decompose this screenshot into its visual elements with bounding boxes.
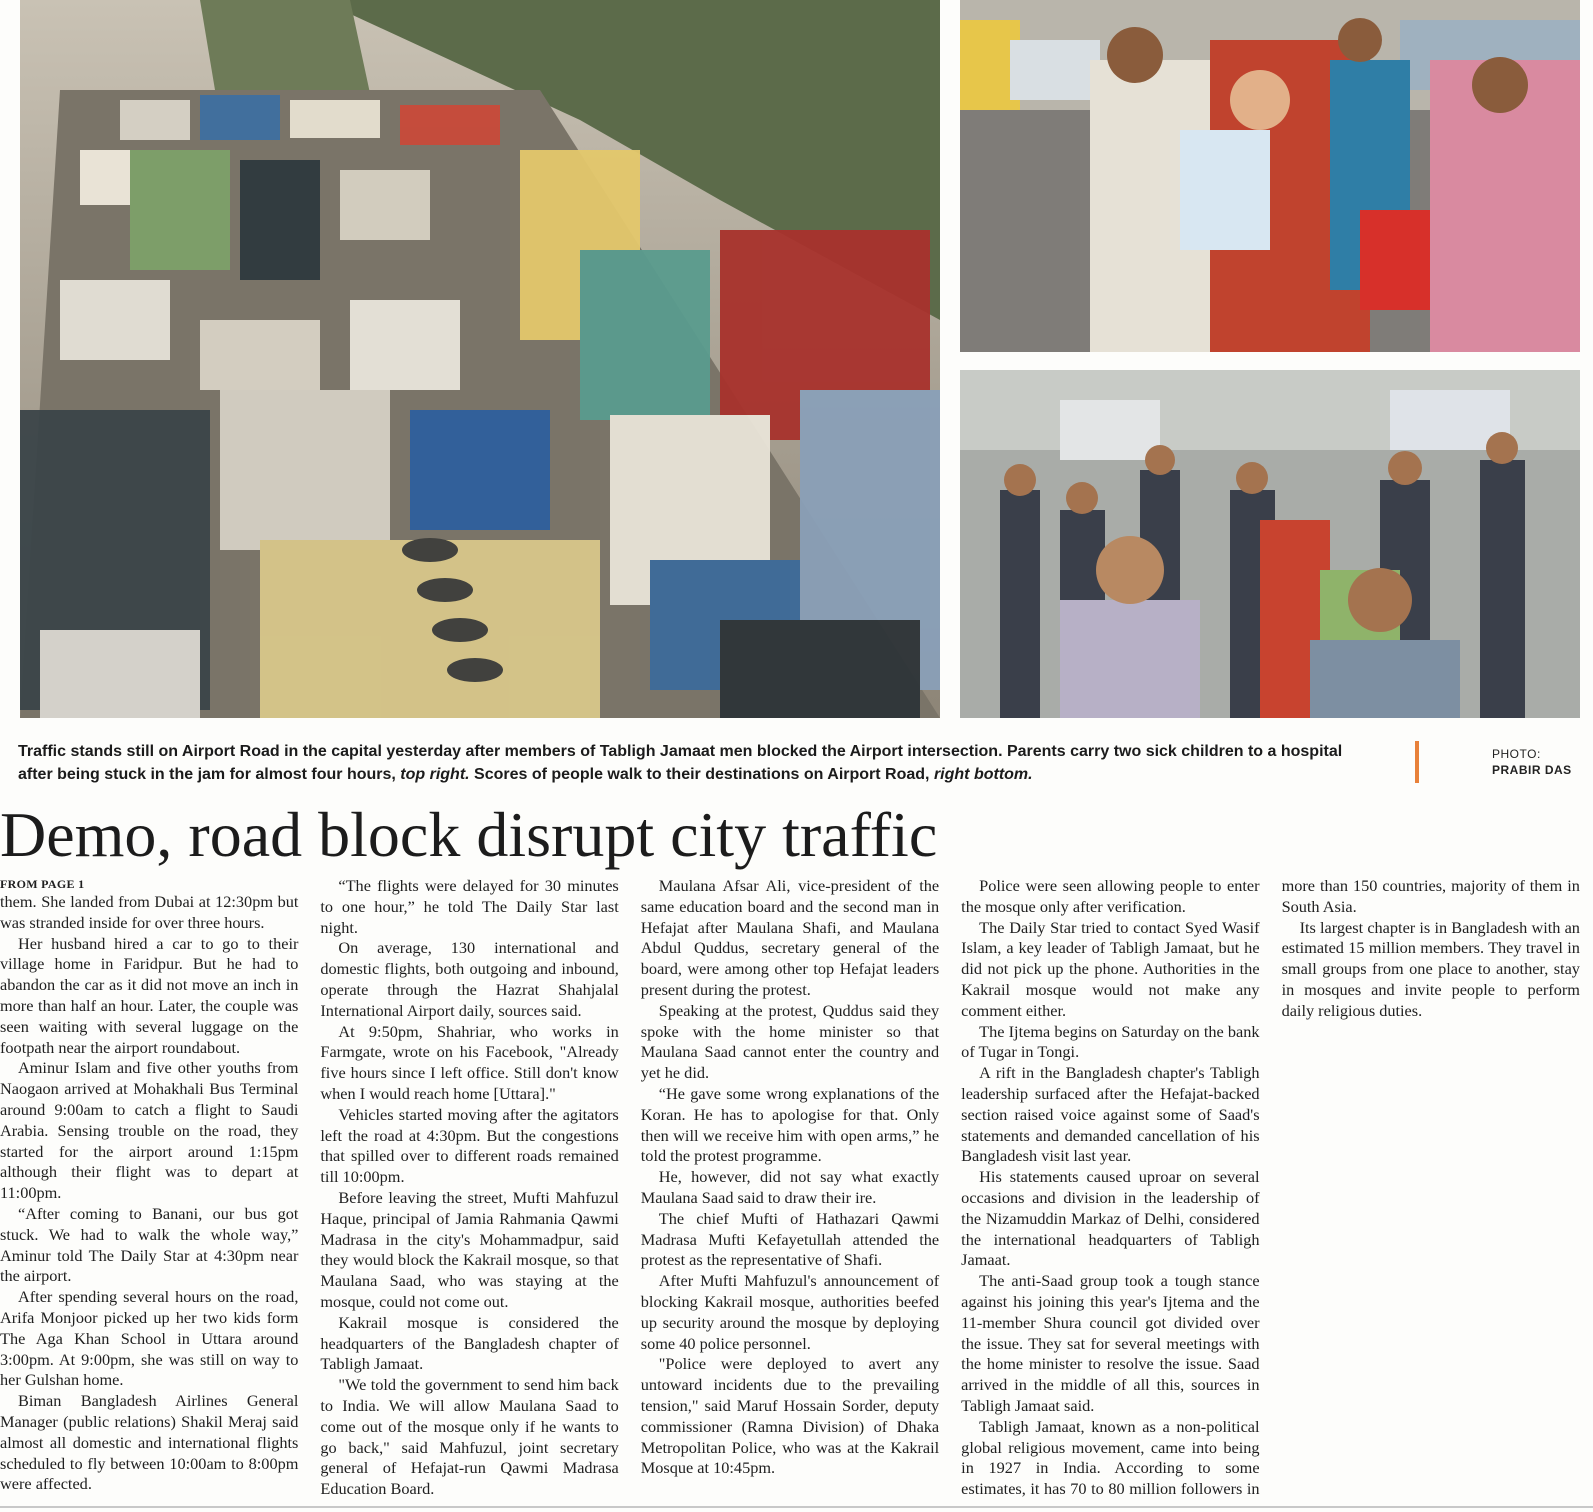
article-paragraph: The anti-Saad group took a tough stance against his joining this year's Ijtema and the 11-member Shura council got divided over the issue. They sat for several meetings with the home minister to resolve the issue. Saad arrived in the middle of all this, sources in Tabligh Jamaat said. — [961, 1271, 1260, 1415]
article-paragraph: “He gave some wrong explanations of the Koran. He has to apologise for that. Only then will we receive him with open arms,” he told the protest programme. — [640, 1083, 940, 1166]
traffic-jam-photo — [20, 0, 940, 718]
article-paragraph: Police were seen allowing people to enter the mosque only after verification. — [961, 876, 1260, 916]
article-paragraph: After spending several hours on the road, Arifa Monjoor picked up her two kids form The Aga Khan School in Uttara around 3:00pm. At 9:00pm, she was still on way to her Gulshan home. — [0, 1287, 299, 1390]
article-paragraph: them. She landed from Dubai at 12:30pm but was stranded inside for over three hours. — [0, 892, 299, 932]
article-paragraph: His statements caused uproar on several occasions and division in the leadership of the Nizamuddin Markaz of Delhi, considered the international headquarters of Tabligh Jamaat. — [961, 1167, 1260, 1270]
article-paragraph: Her husband hired a car to go to their village home in Faridpur. But he had to abandon the car as it did not move an inch in more than half an hour. Later, the couple was seen waiting with several luggage on the footpath near the airport roundabout. — [0, 933, 299, 1057]
article-paragraph: At 9:50pm, Shahriar, who works in Farmgate, wrote on his Facebook, "Already five hours since I left office. Still don't know when I would reach home [Uttara]." — [320, 1021, 619, 1103]
article-paragraph: Before leaving the street, Mufti Mahfuzul Haque, principal of Jamia Rahmania Qawmi Madrasa in the city's Mohammadpur, said they would block the Kakrail mosque, so that Maulana Saad, who was staying at the mosque, could not come out. — [320, 1187, 619, 1311]
article-paragraph: Maulana Afsar Ali, vice-president of the same education board and the second man in Hefajat after Maulana Shafi, and Maulana Abdul Quddus, secretary general of the board, were among other top Hefajat leaders present during the protest. — [640, 876, 940, 999]
walkers-illustration — [960, 370, 1580, 718]
caption-text-1: Traffic stands still on Airport Road in the capital yesterday after members of Tabligh Jamaat men blocked the Airport intersection. Parents carry two sick children to a hospital after being stuck in the jam for almost four hours, — [18, 743, 1343, 783]
parents-carrying-children-photo — [960, 0, 1580, 352]
caption-emphasis-2: right bottom. — [933, 766, 1033, 783]
article-paragraph: On average, 130 international and domestic flights, both outgoing and inbound, operate through the Hazrat Shahjalal International Airport daily, sources said. — [320, 938, 619, 1020]
continuation-label: FROM PAGE 1 — [0, 877, 85, 891]
article-paragraph: Vehicles started moving after the agitators left the road at 4:30pm. But the congestions that spilled over to different roads remained till 10:00pm. — [320, 1104, 619, 1187]
article-paragraph: He, however, did not say what exactly Maulana Saad said to draw their ire. — [640, 1167, 940, 1207]
article-paragraph: "Police were deployed to avert any untoward incidents due to the prevailing tension," said Maruf Hossain Sorder, deputy commissioner (Ramna Division) of Dhaka Metropolitan Police, who was at the Kakrail Mosque at 10:45pm. — [640, 1354, 940, 1478]
article-paragraph: Kakrail mosque is considered the headquarters of the Bangladesh chapter of Tabligh Jamaat. — [320, 1312, 619, 1374]
article-paragraph: “The flights were delayed for 30 minutes to one hour,” he told The Daily Star last night. — [320, 876, 619, 937]
article-paragraph: The chief Mufti of Hathazari Qawmi Madrasa Mufti Kefayetullah attended the protest as the representative of Shafi. — [640, 1208, 940, 1270]
caption-emphasis-1: top right. — [400, 766, 470, 783]
traffic-jam-illustration — [20, 0, 940, 718]
photo-caption — [18, 740, 1378, 786]
article-paragraph: Biman Bangladesh Airlines General Manager (public relations) Shakil Meraj said almost all domestic and international flights scheduled to fly between 10:00am to 8:00pm were affected. — [0, 1391, 299, 1494]
article-paragraph: Aminur Islam and five other youths from Naogaon arrived at Mohakhali Bus Terminal around 9:00am to catch a flight to Saudi Arabia. Sensing trouble on the road, they started for the airport around 1:15pm although their flight was to depart at 11:00pm. — [0, 1058, 299, 1203]
article-paragraph: “After coming to Banani, our bus got stuck. We had to walk the whole way,” Aminur told The Daily Star at 4:30pm near the airport. — [0, 1203, 299, 1286]
caption-accent-rule — [1415, 741, 1419, 783]
article-paragraph: Its largest chapter is in Bangladesh with an estimated 15 million members. They travel in small groups from one place to another, stay in mosques and invite people to perform daily religious duties. — [1281, 917, 1580, 1020]
article-paragraph: The Ijtema begins on Saturday on the bank of Tugar in Tongi. — [961, 1021, 1260, 1062]
page-bottom-rule — [0, 1506, 1593, 1508]
article-paragraph: The Daily Star tried to contact Syed Wasif Islam, a key leader of Tabligh Jamaat, but he did not pick up the phone. Authorities in the Kakrail mosque would not make any comment either. — [961, 917, 1260, 1020]
article-body — [0, 876, 1580, 1504]
people-walking-photo — [960, 370, 1580, 718]
photo-credit-label: PHOTO: — [1492, 747, 1541, 761]
parents-illustration — [960, 0, 1580, 352]
caption-text-2: Scores of people walk to their destinations on Airport Road, — [469, 766, 934, 783]
photo-credit — [1492, 746, 1572, 778]
article-paragraph: After Mufti Mahfuzul's announcement of blocking Kakrail mosque, authorities beefed up security around the mosque by deploying some 40 police personnel. — [640, 1271, 940, 1353]
photographer-name: PRABIR DAS — [1492, 763, 1572, 777]
article-paragraph: A rift in the Bangladesh chapter's Tabligh leadership surfaced after the Hefajat-backed section raised voice against some of Saad's statements and demanded cancellation of his Bangladesh visit last year. — [961, 1063, 1260, 1166]
article-headline: Demo, road block disrupt city traffic — [0, 799, 938, 870]
article-paragraph: Tabligh Jamaat, known as a non-political global religious movement, came into being in 1927 in India. According to some estimates, it has 70 to 80 million followers in more than 150 countries, majority of them in South Asia. — [961, 876, 1580, 1499]
article-paragraph: "We told the government to send him back to India. We will allow Maulana Saad to come out of the mosque only if he wants to go back," said Mahfuzul, joint secretary general of Hefajat-run Qawmi Madrasa Education Board. — [320, 1375, 619, 1499]
article-paragraph: Speaking at the protest, Quddus said they spoke with the home minister so that Maulana Saad cannot enter the country and yet he did. — [640, 1000, 940, 1083]
